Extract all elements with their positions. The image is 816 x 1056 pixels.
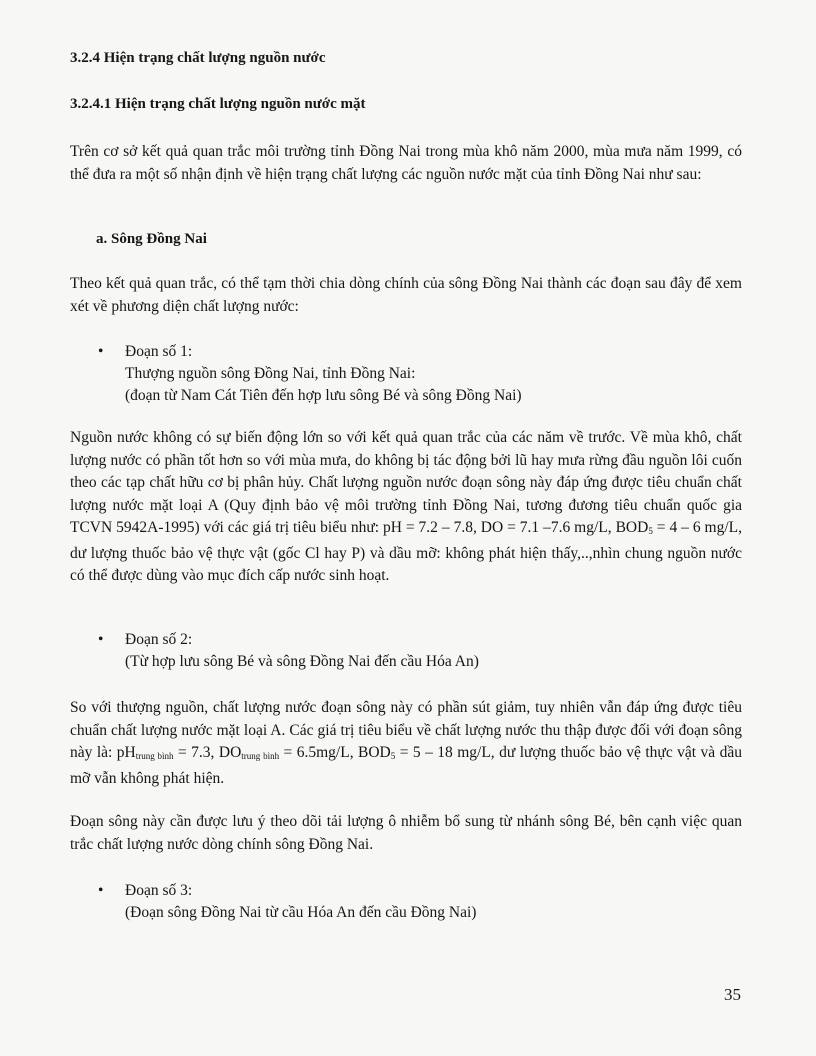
paragraph-division: Theo kết quả quan trắc, có thể tạm thời chia dòng chính của sông Đồng Nai thành các đoạn sau đây để xem xét về phương diện chất lượng nước: [70,275,742,315]
segment-2-label: Đoạn số 2: [125,631,193,648]
bullet-icon: • [98,882,104,899]
intro-paragraph: Trên cơ sở kết quả quan trắc môi trường tỉnh Đồng Nai trong mùa khô năm 2000, mùa mưa năm 1999, có thể đưa ra một số nhận định về hiện trạng chất lượng các nguồn nước mặt của tỉnh Đồng Nai như sau: [70,143,742,183]
segment-3-range: (Đoạn sông Đồng Nai từ cầu Hóa An đến cầu Đồng Nai) [125,904,477,921]
segment-3-label: Đoạn số 3: [125,882,193,899]
heading-song-dong-nai: a. Sông Đồng Nai [96,231,207,247]
bullet-icon: • [98,343,104,360]
paragraph-segment-2: So với thượng nguồn, chất lượng nước đoạn sông này có phần sút giảm, tuy nhiên vẫn đáp ứng được tiêu chuẩn chất lượng nước mặt loại A. Các giá trị tiêu biểu về chất lượng nước thu thập được đối với đoạn sông này là: $pH_{trung bình} = 7.3$, $DO_{trung bình} = 6.5mg/L$, $BOD_5 = 5 - 18$ mg/L, dư lượng thuốc bảo vệ thực vật và dầu mỡ vẫn không phát hiện. [70,699,742,787]
segment-2-range: (Từ hợp lưu sông Bé và sông Đồng Nai đến cầu Hóa An) [125,653,479,670]
subsection-heading-3-2-4-1: 3.2.4.1 Hiện trạng chất lượng nguồn nước mặt [70,96,366,112]
page-number: 35 [724,985,741,1004]
segment-1-label: Đoạn số 1: [125,343,193,360]
section-heading-3-2-4: 3.2.4 Hiện trạng chất lượng nguồn nước [70,50,326,66]
segment-1-range: (đoạn từ Nam Cát Tiên đến hợp lưu sông Bé và sông Đồng Nai) [125,387,522,404]
bullet-icon: • [98,631,104,648]
paragraph-segment-1: Nguồn nước không có sự biến động lớn so với kết quả quan trắc của các năm về trước. Về mùa khô, chất lượng nước có phần tốt hơn so với mùa mưa, do không bị tác động bởi lũ hay mưa rừng đầu nguồn lôi cuốn theo các tạp chất hữu cơ bị phân hủy. Chất lượng nguồn nước đoạn sông này đáp ứng được tiêu chuẩn chất lượng nước mặt loại A (Quy định bảo vệ môi trường tỉnh Đồng Nai, tương đương tiêu chuẩn quốc gia TCVN 5942A-1995) với các giá trị tiêu biểu như: pH = 7.2 – 7.8, DO = 7.1 –7.6 mg/L, $BOD_5 = 4 - 6$ mg/L, dư lượng thuốc bảo vệ thực vật (gốc Cl hay P) và dầu mỡ: không phát hiện thấy,..,nhìn chung nguồn nước có thể được dùng vào mục đích cấp nước sinh hoạt. [70,429,742,584]
segment-1-name: Thượng nguồn sông Đồng Nai, tỉnh Đồng Nai: [125,365,416,382]
paragraph-monitoring-note: Đoạn sông này cần được lưu ý theo dõi tải lượng ô nhiễm bổ sung từ nhánh sông Bé, bên cạnh việc quan trắc chất lượng nước dòng chính sông Đồng Nai. [70,813,742,853]
